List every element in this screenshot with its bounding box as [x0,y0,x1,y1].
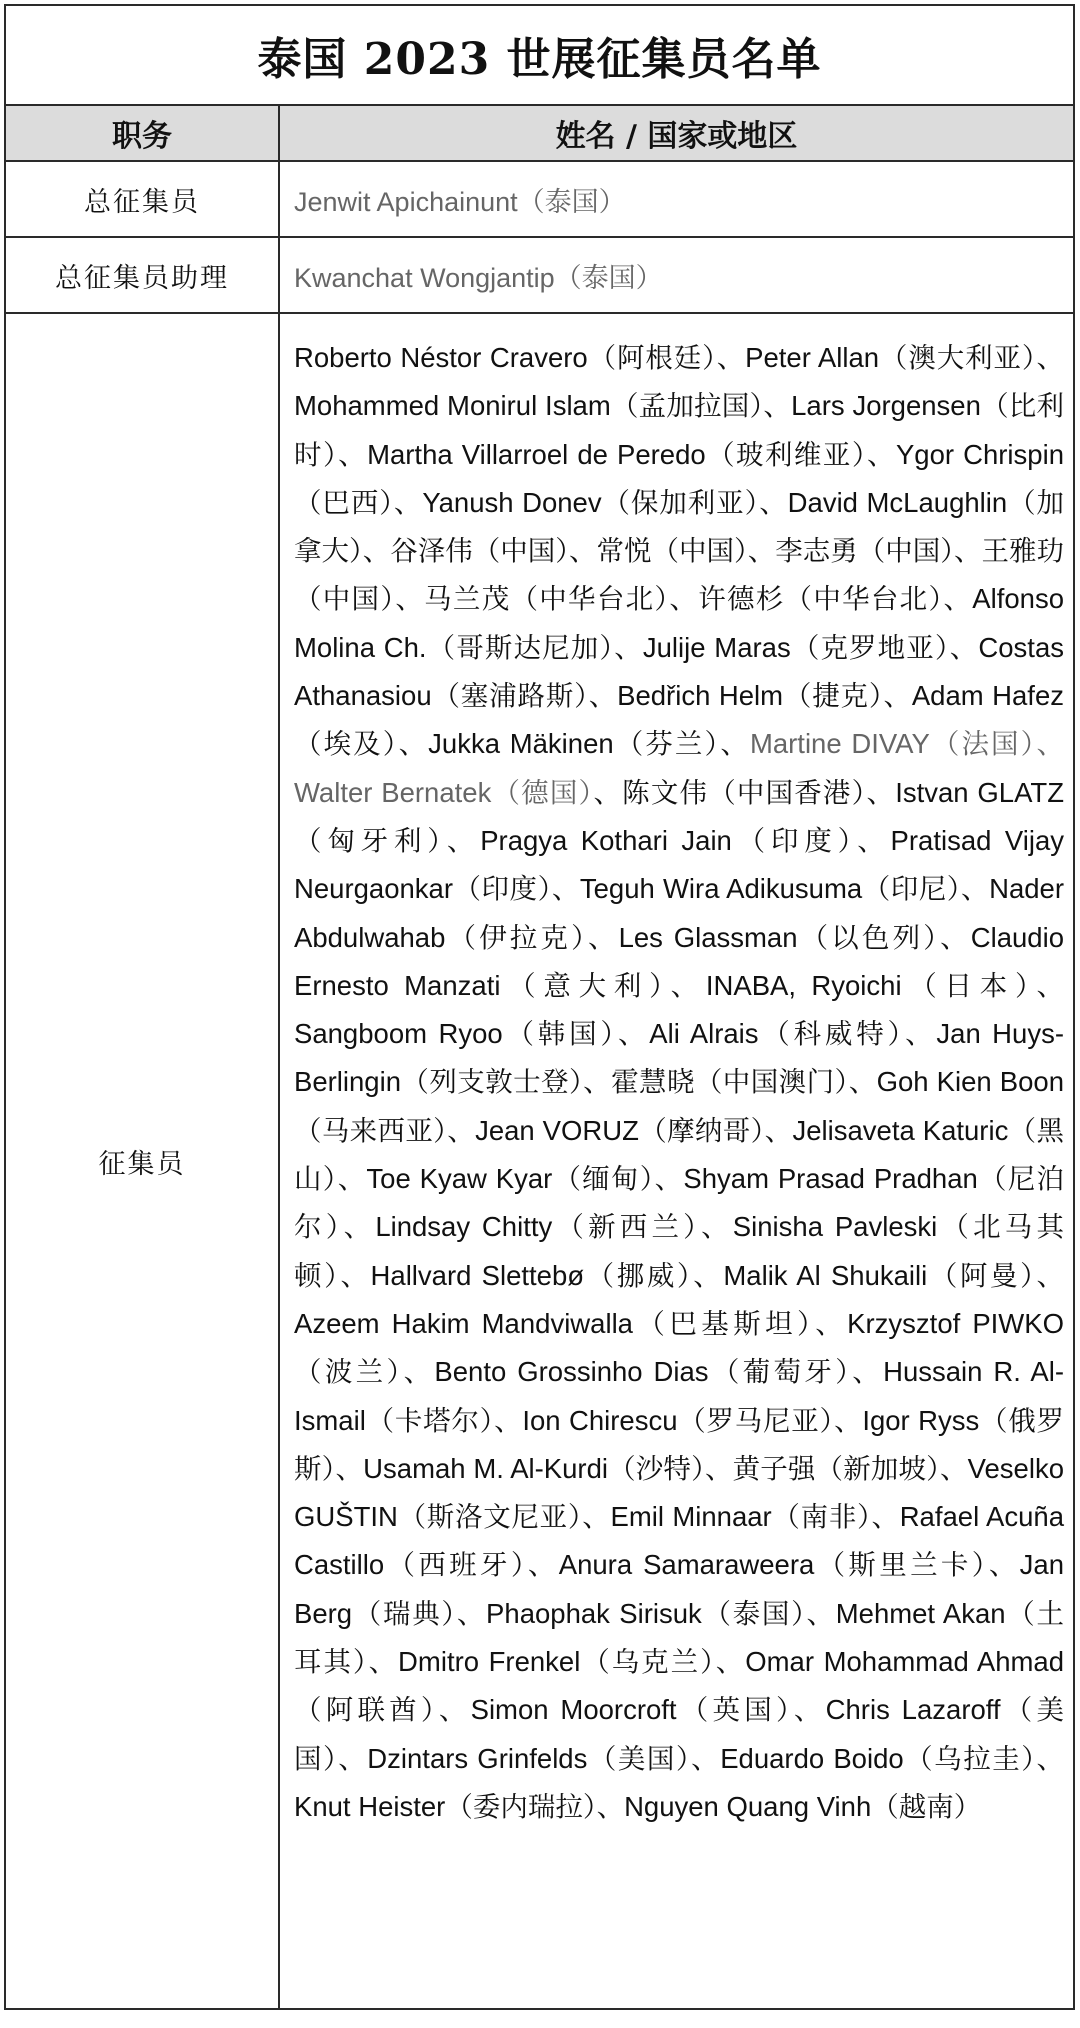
table-row-chief-collector [6,162,1073,238]
names-text-part2: 、陈文伟（中国香港）、Istvan GLATZ（匈牙利）、Pragya Kothari Jain（印度）、Pratisad Vijay Neurgaonkar（印度）、Teguh Wira Adikusuma（印尼）、Nader Abdulwahab（伊拉克）、Les Glassman（以色列）、Claudio Ernesto Manzati（意大利）、INABA, Ryoichi（日本）、Sangboom Ryoo（韩国）、Ali Alrais（科威特）、Jan Huys-Berlingin（列支敦士登）、霍慧晓（中国澳门）、Goh Kien Boon（马来西亚）、Jean VORUZ（摩纳哥）、Jelisaveta Katuric（黑山）、Toe Kyaw Kyar（缅甸）、Shyam Prasad Pradhan（尼泊尔）、Lindsay Chitty（新西兰）、Sinisha Pavleski（北马其顿）、Hallvard Slettebø（挪威）、Malik Al Shukaili（阿曼）、Azeem Hakim Mandviwalla（巴基斯坦）、Krzysztof PIWKO（波兰）、Bento Grossinho Dias（葡萄牙）、Hussain R. Al-Ismail（卡塔尔）、Ion Chirescu（罗马尼亚）、Igor Ryss（俄罗斯）、Usamah M. Al-Kurdi（沙特）、黄子强（新加坡）、Veselko GUŠTIN（斯洛文尼亚）、Emil Minnaar（南非）、Rafael Acuña Castillo（西班牙）、Anura Samaraweera（斯里兰卡）、Jan Berg（瑞典）、Phaophak Sirisuk（泰国）、Mehmet Akan（土耳其）、Dmitro Frenkel（乌克兰）、Omar Mohammad Ahmad（阿联酋）、Simon Moorcroft（英国）、Chris Lazaroff（美国）、Dzintars Grinfelds（美国）、Eduardo Boido（乌拉圭）、Knut Heister（委内瑞拉）、Nguyen Quang Vinh（越南） [294,776,1065,1822]
table-row-collectors [6,314,1073,2008]
names-text-grey: Martine DIVAY（法国）、Walter Bernatek（德国） [294,728,1064,808]
names-cell: Kwanchat Wongjantip（泰国） [294,262,663,293]
names-text-part1: Roberto Néstor Cravero（阿根廷）、Peter Allan（澳大利亚）、Mohammed Monirul Islam（孟加拉国）、Lars Jorgensen（比利时）、Martha Villarroel de Peredo（玻利维亚）、Ygor Chrispin（巴西）、Yanush Donev（保加利亚）、David McLaughlin（加拿大）、谷泽伟（中国）、常悦（中国）、李志勇（中国）、王雅玏（中国）、马兰茂（中华台北）、许德杉（中华台北）、Alfonso Molina Ch.（哥斯达尼加）、Julije Maras（克罗地亚）、Costas Athanasiou（塞浦路斯）、Bedřich Helm（捷克）、Adam Hafez（埃及）、Jukka Mäkinen（芬兰）、 [294,342,1064,760]
collector-table [4,4,1075,2010]
names-cell: Jenwit Apichainunt（泰国） [294,186,626,217]
names-cell [294,314,1064,2028]
role-cell: 征集员 [98,1148,186,1180]
header-names: 姓名 / 国家或地区 [555,119,798,154]
role-cell: 总征集员 [84,186,200,218]
role-cell: 总征集员助理 [55,262,229,294]
page-title: 泰国 2023 世展征集员名单 [6,6,1073,106]
table-row-assistant [6,238,1073,314]
table-header [6,106,1073,162]
header-role: 职务 [112,119,172,154]
